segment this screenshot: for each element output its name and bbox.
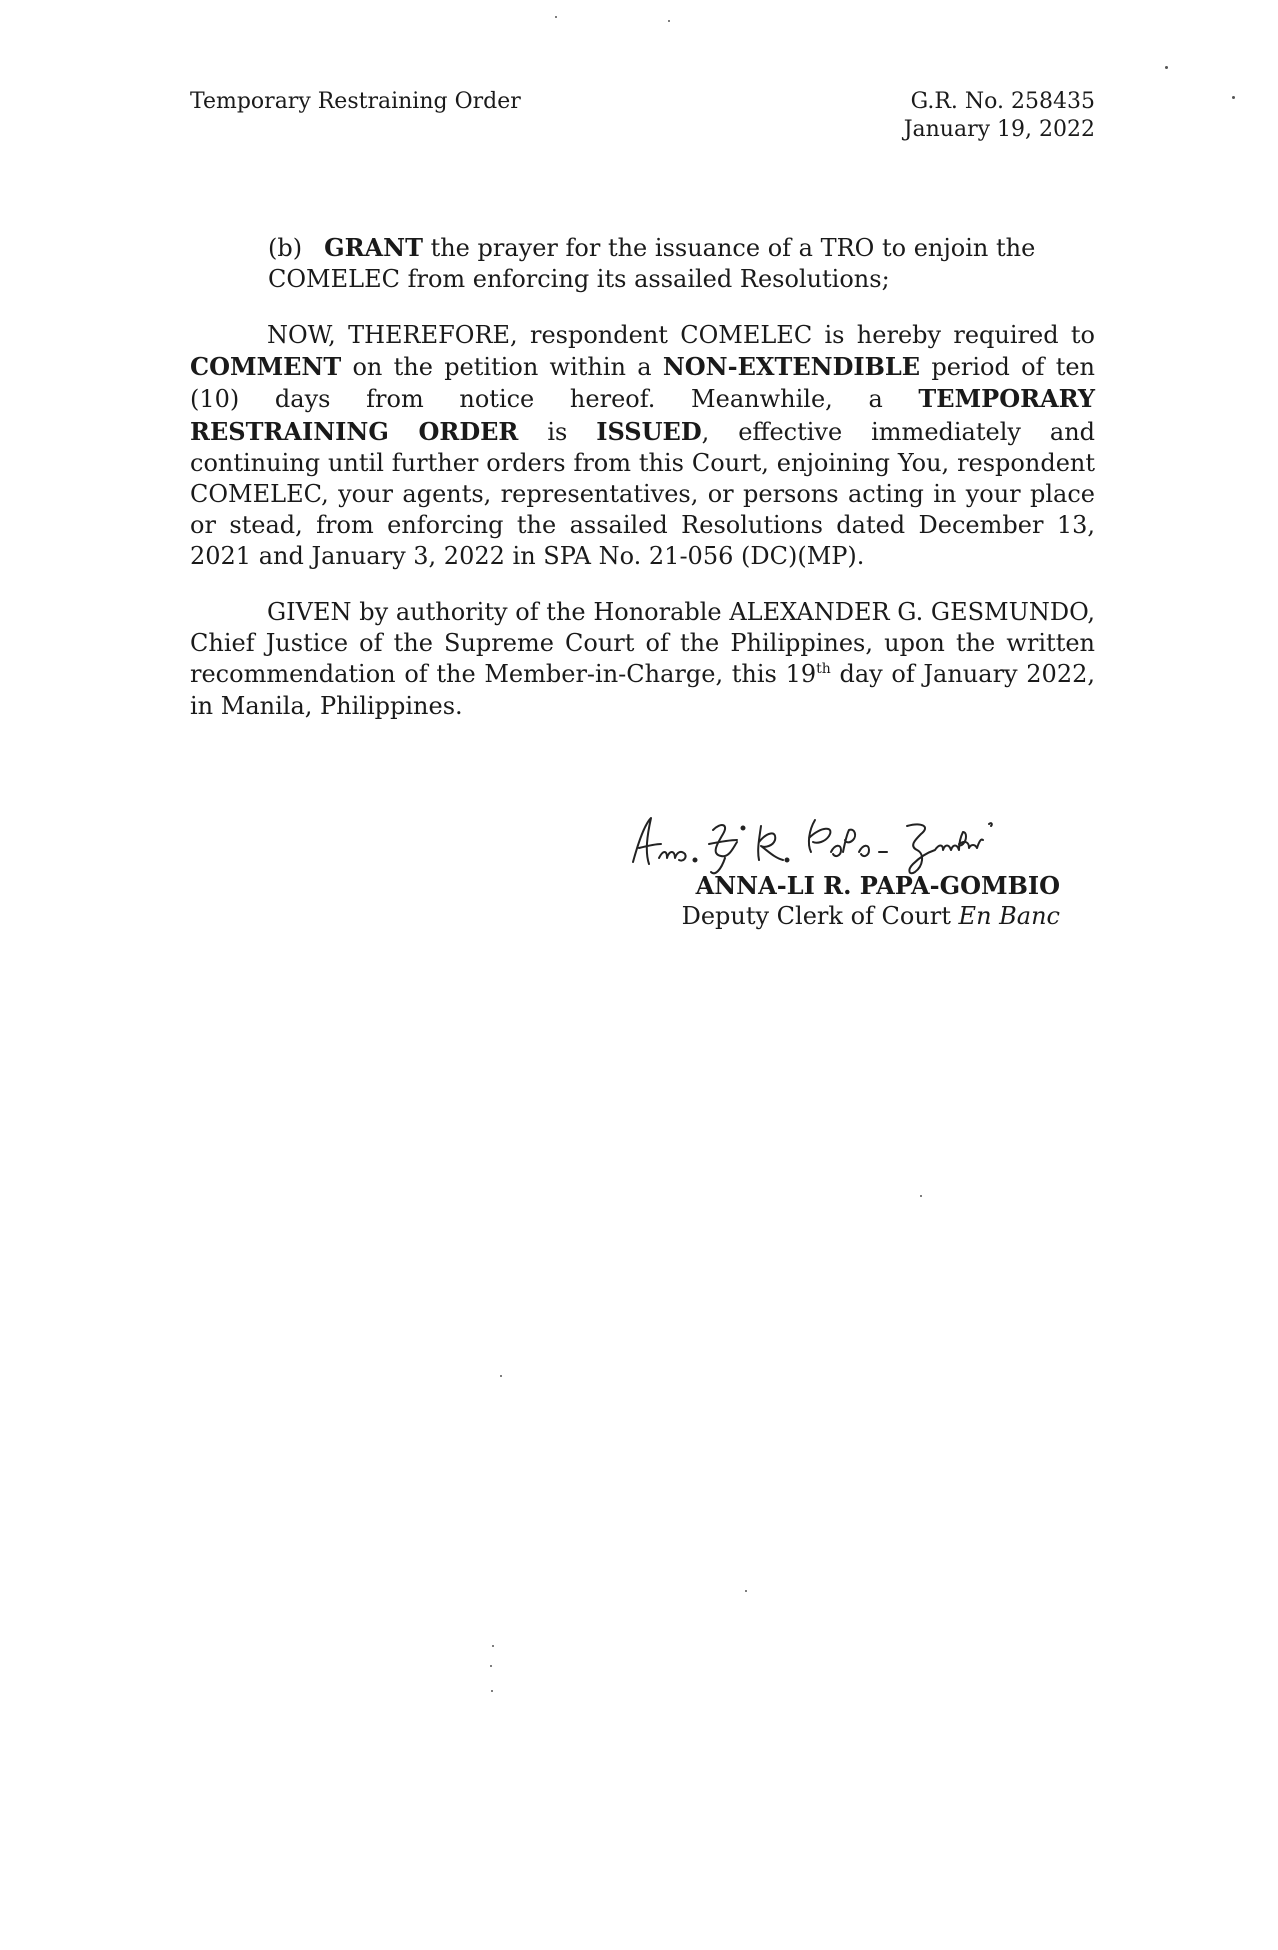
scan-speck: [491, 1690, 493, 1692]
scan-speck: [668, 20, 670, 22]
given-ordinal-suffix: th: [816, 661, 831, 678]
given-text-1: GIVEN by authority of the Honorable ALEXANDER G. GESMUNDO, Chief Justice of the Supreme Court of the Philippines, upon the written recommendation of the Member-in-Charge, this 19: [190, 598, 1095, 689]
signatory-name: ANNA-LI R. PAPA-GOMBIO: [695, 871, 1060, 900]
scan-speck: [555, 16, 557, 18]
now-text-1: NOW, THEREFORE, respondent COMELEC is hereby required to: [267, 321, 1095, 349]
item-b-bold: GRANT: [324, 233, 423, 262]
item-b-paragraph: [268, 232, 1048, 295]
header-case-info: [904, 88, 1095, 144]
header-date: January 19, 2022: [903, 117, 1095, 142]
now-text-3: period of ten (10) days from notice hereof. Meanwhile, a: [190, 353, 1095, 414]
signatory-title-italic: En Banc: [958, 902, 1060, 930]
scan-speck: [1232, 96, 1235, 99]
now-bold-tro: TEMPORARY RESTRAINING ORDER: [190, 384, 1095, 446]
scan-speck: [745, 1590, 747, 1592]
signatory-title-text: Deputy Clerk of Court: [681, 902, 959, 930]
signatory-block: [640, 870, 1060, 932]
now-bold-comment: COMMENT: [190, 352, 342, 382]
now-text-5: , effective immediately and continuing until further orders from this Court, enjoining You, respondent COMELEC, your agents, representatives, or persons acting in your place or stead, from enforcing the assailed Resolutions dated December 13, 2021 and January 3, 2022 in SPA No. 21-056 (DC)(MP).: [190, 417, 1096, 571]
signatory-title: [640, 901, 1060, 932]
scan-speck: [920, 1195, 922, 1197]
now-bold-issued: ISSUED: [596, 416, 702, 446]
given-text-2: day of January 2022, in Manila, Philippines.: [190, 660, 1095, 720]
header-doc-type: Temporary Restraining Order: [190, 89, 521, 114]
now-bold-non-extendible: NON-EXTENDIBLE: [662, 352, 921, 382]
item-b-text: the prayer for the issuance of a TRO to enjoin the COMELEC from enforcing its assailed Resolutions;: [268, 234, 1036, 293]
now-text-4: is: [518, 417, 597, 446]
given-paragraph: [190, 597, 1095, 722]
item-b-letter: (b): [268, 234, 303, 262]
scan-speck: [1165, 66, 1168, 69]
header-case-number: G.R. No. 258435: [910, 89, 1095, 114]
scan-speck: [490, 1665, 492, 1667]
handwritten-signature: [625, 800, 1055, 880]
scan-speck: [500, 1375, 502, 1377]
now-text-2: on the petition within a: [341, 353, 663, 382]
now-therefore-paragraph: [190, 320, 1095, 573]
scan-speck: [492, 1645, 494, 1647]
